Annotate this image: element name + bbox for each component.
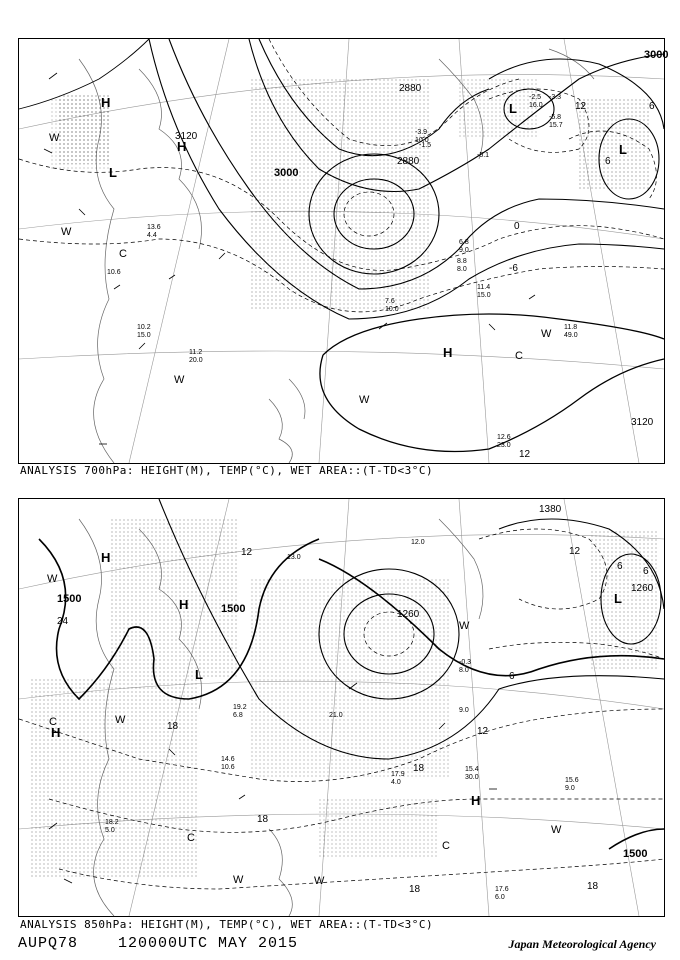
wet-area-east bbox=[579, 99, 649, 189]
warm-center-symbol: W bbox=[61, 226, 72, 238]
warm-center-symbol: W bbox=[47, 573, 58, 585]
chart-identifier bbox=[18, 935, 298, 952]
station-value: 12.0 bbox=[411, 539, 425, 546]
station-value: 10.6 bbox=[107, 269, 121, 276]
temp-label: 12 bbox=[477, 726, 489, 737]
temp-label: 18 bbox=[409, 884, 421, 895]
station-value: 4.4 bbox=[147, 232, 157, 239]
station-value: 8.8 bbox=[457, 258, 467, 265]
warm-center-symbol: W bbox=[233, 874, 244, 886]
warm-center-symbol: W bbox=[459, 620, 470, 632]
high-pressure-symbol: H bbox=[101, 95, 111, 110]
station-value: 23.0 bbox=[497, 442, 511, 449]
temp-label: 6 bbox=[649, 101, 655, 112]
station-value: -1.5 bbox=[419, 142, 432, 149]
station-value: 4.0 bbox=[391, 779, 401, 786]
station-value: 9.0 bbox=[565, 785, 575, 792]
station-value: 17.9 bbox=[391, 771, 405, 778]
temp-label: 18 bbox=[167, 721, 179, 732]
cold-center-symbol: C bbox=[187, 832, 195, 844]
low-pressure-symbol: L bbox=[109, 165, 117, 180]
station-value: 10.0 bbox=[415, 137, 429, 144]
low-pressure-symbol: L bbox=[195, 667, 203, 682]
station-value: 9.0 bbox=[459, 707, 469, 714]
map-panel-850hpa bbox=[18, 498, 665, 917]
station-value: -0.3 bbox=[459, 659, 472, 666]
station-value: 6.8 bbox=[233, 712, 243, 719]
map-panel-700hpa bbox=[18, 38, 669, 464]
station-value: 21.0 bbox=[329, 712, 343, 719]
high-pressure-symbol: H bbox=[177, 139, 187, 154]
station-value: 11.8 bbox=[564, 324, 578, 331]
wet-area-central bbox=[249, 79, 432, 309]
temp-label: 0 bbox=[514, 221, 520, 232]
station-value: 13.0 bbox=[287, 554, 301, 561]
low-pressure-symbol: L bbox=[619, 142, 627, 157]
wet-area-south bbox=[319, 799, 439, 859]
station-value: 15.4 bbox=[465, 766, 479, 773]
station-value: 10.6 bbox=[221, 764, 235, 771]
height-label: 3000 bbox=[274, 167, 299, 179]
station-value: 11.4 bbox=[477, 284, 491, 291]
station-value: -2.5 bbox=[529, 94, 542, 101]
height-label: 1380 bbox=[539, 504, 562, 515]
warm-center-symbol: W bbox=[551, 824, 562, 836]
station-value: -3.3 bbox=[549, 94, 562, 101]
panel-caption-850hpa: ANALYSIS 850hPa: HEIGHT(M), TEMP(°C), WET AREA::(T-TD<3°C) bbox=[20, 918, 434, 931]
wet-area-north bbox=[109, 519, 239, 679]
height-label: 1500 bbox=[623, 848, 648, 860]
station-value: 10.2 bbox=[137, 324, 151, 331]
agency-name: Japan Meteorological Agency bbox=[508, 937, 656, 951]
temp-label: 12 bbox=[575, 101, 587, 112]
high-pressure-symbol: H bbox=[101, 550, 111, 565]
valid-time: 120000UTC MAY 2015 bbox=[118, 935, 299, 952]
station-value: 11.2 bbox=[189, 349, 203, 356]
station-value: 6.8 bbox=[459, 239, 469, 246]
height-label: 1500 bbox=[57, 593, 82, 605]
station-value: -3.9 bbox=[415, 129, 428, 136]
station-value: 5.0 bbox=[105, 827, 115, 834]
warm-center-symbol: W bbox=[541, 328, 552, 340]
temp-label: 6 bbox=[617, 561, 623, 572]
temp-label: 18 bbox=[587, 881, 599, 892]
cold-center-symbol: C bbox=[49, 716, 57, 728]
wet-area-ne bbox=[459, 79, 542, 139]
station-value: 14.6 bbox=[221, 756, 235, 763]
temp-label: 24 bbox=[57, 616, 69, 627]
station-value: 12.6 bbox=[497, 434, 511, 441]
cold-center-symbol: C bbox=[442, 840, 450, 852]
temp-label: 6 bbox=[643, 566, 649, 577]
station-value: 20.0 bbox=[189, 357, 203, 364]
station-value: 18.2 bbox=[105, 819, 119, 826]
low-pressure-symbol: L bbox=[509, 101, 517, 116]
height-label: 3000 bbox=[644, 49, 669, 61]
station-value: -5.8 bbox=[549, 114, 562, 121]
wet-area-southwest bbox=[29, 679, 199, 879]
station-value: 15.0 bbox=[137, 332, 151, 339]
station-value: 15.0 bbox=[477, 292, 491, 299]
high-pressure-symbol: H bbox=[179, 597, 189, 612]
temp-label: 18 bbox=[257, 814, 269, 825]
station-value: 6.0 bbox=[495, 894, 505, 901]
height-label: 2880 bbox=[399, 83, 422, 94]
high-pressure-symbol: H bbox=[443, 345, 453, 360]
station-value: 10.0 bbox=[385, 306, 399, 313]
temp-label: 12 bbox=[519, 449, 531, 460]
warm-center-symbol: W bbox=[115, 714, 126, 726]
warm-center-symbol: W bbox=[359, 394, 370, 406]
cold-center-symbol: C bbox=[119, 248, 127, 260]
height-label: 1260 bbox=[631, 583, 654, 594]
temp-label: 12 bbox=[241, 547, 253, 558]
height-label: 2880 bbox=[397, 156, 420, 167]
warm-center-symbol: W bbox=[174, 374, 185, 386]
station-value: 17.6 bbox=[495, 886, 509, 893]
height-label: 1260 bbox=[397, 609, 420, 620]
station-value: 8.0 bbox=[457, 266, 467, 273]
warm-center-symbol: W bbox=[314, 875, 325, 887]
high-pressure-symbol: H bbox=[471, 793, 481, 808]
temp-label: 6 bbox=[605, 156, 611, 167]
warm-center-symbol: W bbox=[49, 132, 60, 144]
station-value: 15.6 bbox=[565, 777, 579, 784]
height-label: 1500 bbox=[221, 603, 246, 615]
temp-label: 6 bbox=[509, 671, 515, 682]
station-value: 49.0 bbox=[564, 332, 578, 339]
temp-label: 18 bbox=[413, 763, 425, 774]
high-pressure-symbol: H bbox=[51, 725, 61, 740]
panel-caption-700hpa: ANALYSIS 700hPa: HEIGHT(M), TEMP(°C), WET AREA::(T-TD<3°C) bbox=[20, 464, 434, 477]
station-value: 15.7 bbox=[549, 122, 563, 129]
station-value: 19.2 bbox=[233, 704, 247, 711]
station-value: 8.0 bbox=[459, 667, 469, 674]
height-label: 3120 bbox=[631, 417, 654, 428]
temp-label: 12 bbox=[569, 546, 581, 557]
map-700hpa-chart bbox=[19, 39, 669, 463]
station-value: 16.0 bbox=[529, 102, 543, 109]
map-850hpa-chart bbox=[19, 499, 664, 916]
low-pressure-symbol: L bbox=[614, 591, 622, 606]
station-value: -5.1 bbox=[477, 152, 490, 159]
height-label: 3120 bbox=[175, 131, 198, 142]
product-id: AUPQ78 bbox=[18, 935, 79, 952]
station-value: 9.0 bbox=[459, 247, 469, 254]
station-value: 7.6 bbox=[385, 298, 395, 305]
station-value: 13.6 bbox=[147, 224, 161, 231]
station-value: 30.0 bbox=[465, 774, 479, 781]
cold-center-symbol: C bbox=[515, 350, 523, 362]
temp-label: -6 bbox=[509, 263, 518, 274]
